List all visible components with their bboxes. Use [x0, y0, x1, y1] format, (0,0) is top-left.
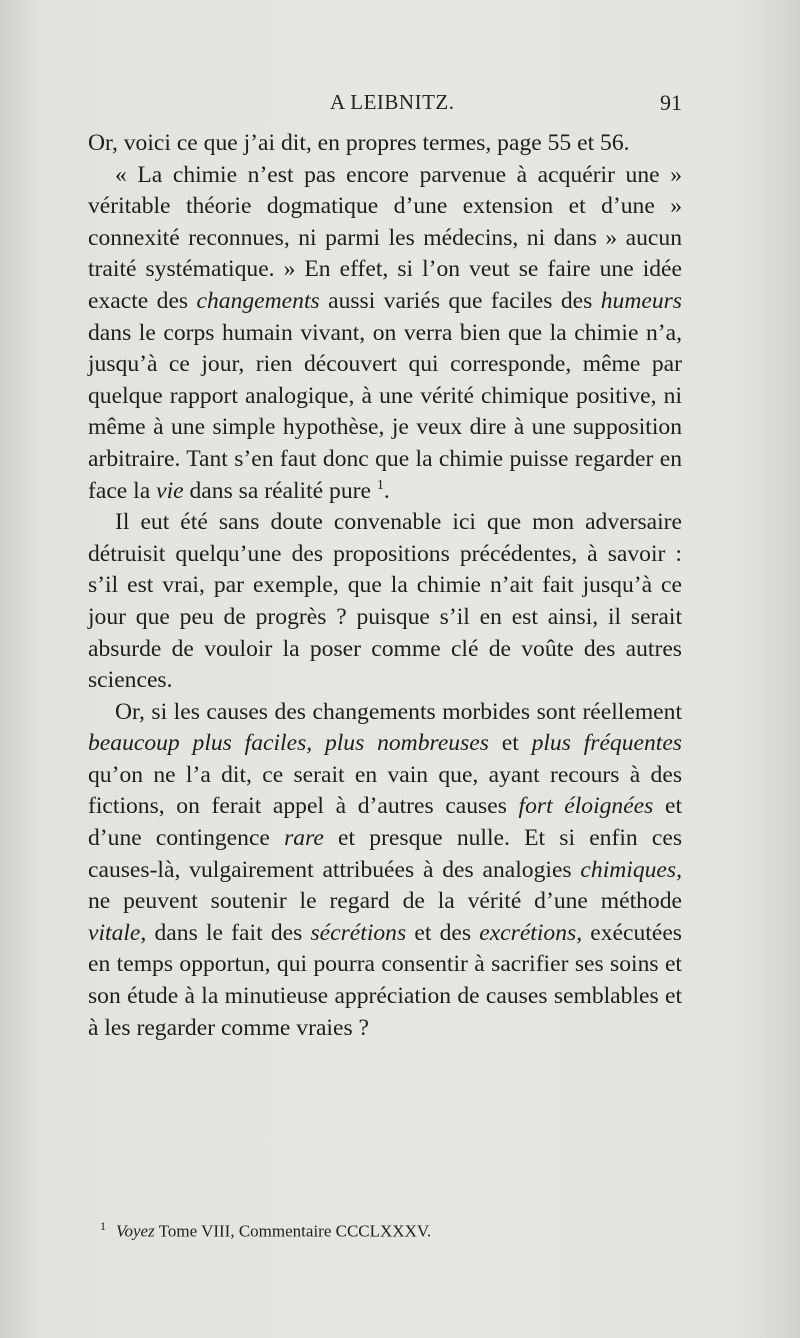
- running-title: A LEIBNITZ.: [330, 90, 455, 114]
- italic-text: vie: [156, 477, 184, 504]
- italic-text: plus fréquentes: [531, 730, 682, 757]
- text-run: ne peuvent soutenir le regard de la vérité d’une méthode: [88, 888, 682, 915]
- text-run: Or, si les causes des changements morbides sont réellement: [115, 698, 682, 725]
- text-run: exécutées en temps opportun, qui pourra consentir à sacrifier ses soins et son étude à la minutieuse appréciation de causes semblables et à les regarder comme vraies ?: [88, 919, 682, 1041]
- italic-text: rare: [284, 825, 324, 852]
- italic-text: sécrétions: [310, 919, 407, 946]
- paragraph-4: [88, 697, 682, 1045]
- italic-text: excrétions,: [479, 919, 583, 946]
- page-number: 91: [660, 90, 682, 115]
- paragraph-3: [88, 507, 682, 697]
- footnote-voyez: Voyez: [116, 1221, 155, 1241]
- text-run: Or, voici ce que j’ai dit, en propres termes, page 55 et 56.: [88, 130, 630, 156]
- text-run: et d’une contingence: [88, 793, 682, 852]
- italic-text: fort éloignées: [518, 793, 654, 820]
- text-run: et des: [406, 919, 480, 946]
- body-text: [88, 128, 682, 1044]
- italic-text: chimiques,: [580, 856, 682, 883]
- footnote-text: Tome VIII, Commentaire CCCLXXXV.: [158, 1221, 432, 1241]
- footnote-marker: 1: [100, 1219, 106, 1233]
- text-run: aussi variés que faciles des: [319, 287, 601, 314]
- text-run: Il eut été sans doute convenable ici que mon adversaire détruisit quelqu’une des propositions précédentes, à savoir : s’il est vrai, par exemple, que la chimie n’ait fait jusqu’à ce jour que peu de progrès ? puisque s’il en est ainsi, il serait absurde de vouloir la poser comme clé de voûte des autres sciences.: [88, 509, 682, 694]
- text-run: et presque nulle. Et si enfin ces causes-là, vulgairement attribuées à des analogies: [88, 825, 682, 883]
- text-run: et: [488, 730, 532, 757]
- paragraph-2: [88, 160, 682, 508]
- text-run: qu’on ne l’a dit, ce serait en vain que, ayant recours à des fictions, on ferait appel à d’autres causes: [88, 761, 682, 820]
- text-run: « La chimie n’est pas encore parvenue à acquérir une » véritable théorie dogmatique d’une extension et d’une » connexité reconnues, ni parmi les médecins, ni dans » aucun traité systématique. » En effet, si l’on veut se faire une idée exacte des: [88, 161, 682, 314]
- italic-text: beaucoup plus faciles, plus nombreuses: [88, 730, 489, 757]
- text-run: dans le fait des: [146, 919, 311, 946]
- text-run: dans sa réalité pure: [183, 477, 377, 504]
- footnote-reference: 1: [376, 477, 384, 493]
- footnote: [100, 1215, 620, 1243]
- text-run: dans le corps humain vivant, on verra bien que la chimie n’a, jusqu’à ce jour, rien découvert qui corresponde, même par quelque rapport analogique, à une vérité chimique positive, ni même à une simple hypothèse, je veux dire à une supposition arbitraire. Tant s’en faut donc que la chimie puisse regarder en face la: [88, 319, 682, 504]
- italic-text: changements: [196, 287, 320, 314]
- italic-text: humeurs: [600, 287, 682, 314]
- page-header: [0, 90, 800, 124]
- italic-text: vitale,: [88, 919, 147, 946]
- paragraph-1: [88, 128, 682, 160]
- text-run: .: [383, 477, 390, 504]
